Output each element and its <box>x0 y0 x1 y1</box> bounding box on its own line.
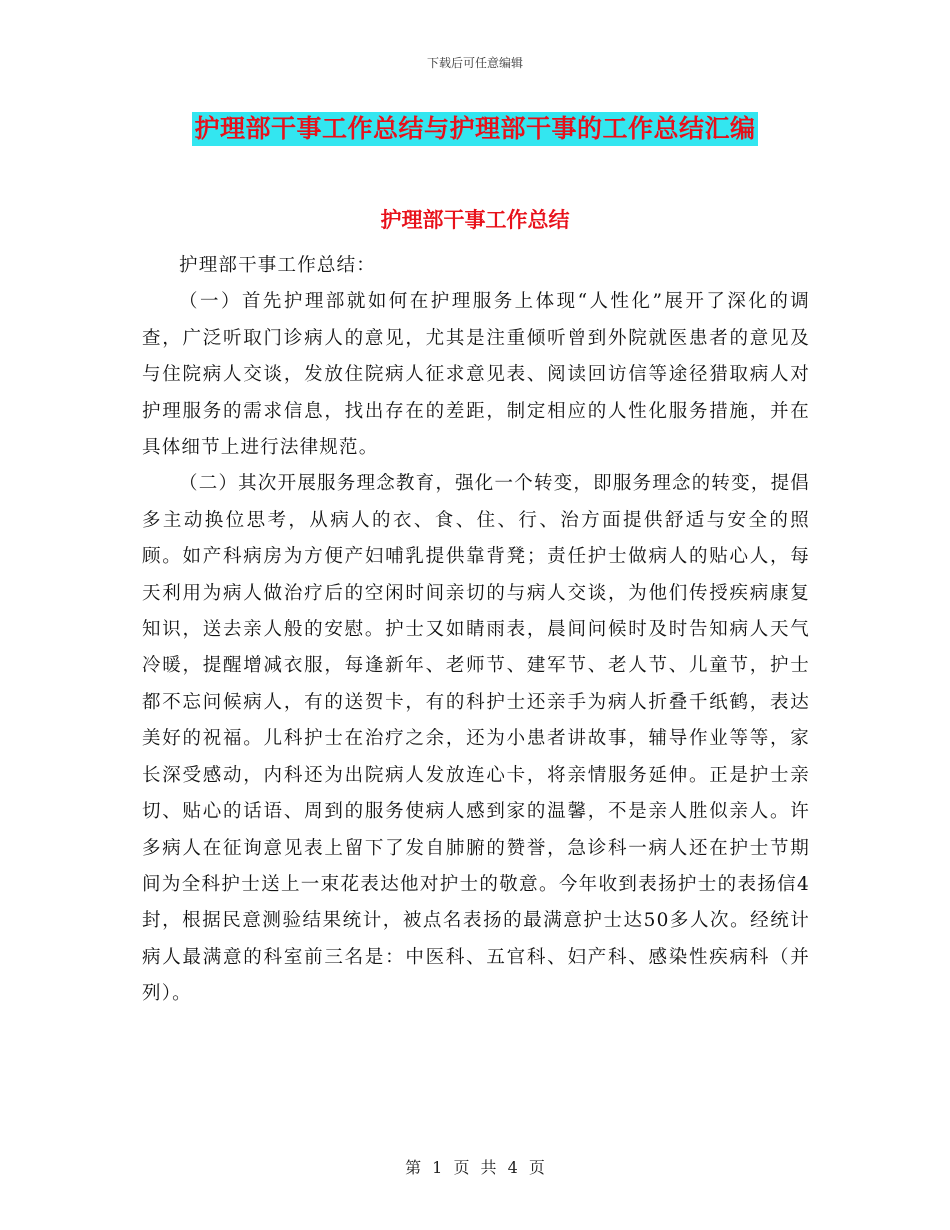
page-footer: 第 1 页 共 4 页 <box>405 1158 545 1177</box>
paragraph-two: （二）其次开展服务理念教育，强化一个转变，即服务理念的转变，提倡多主动换位思考，从病人的衣、食、住、行、治方面提供舒适与安全的照顾。如产科病房为方便产妇哺乳提供靠背凳；责任护士做病人的贴心人，每天利用为病人做治疗后的空闲时间亲切的与病人交谈，为他们传授疾病康复知识，送去亲人般的安慰。护士又如睛雨表，晨间问候时及时告知病人天气冷暖，提醒增减衣服，每逢新年、老师节、建军节、老人节、儿童节，护士都不忘问候病人，有的送贺卡，有的科护士还亲手为病人折叠千纸鹤，表达美好的祝福。儿科护士在治疗之余，还为小患者讲故事，辅导作业等等，家长深受感动，内科还为出院病人发放连心卡，将亲情服务延伸。正是护士亲切、贴心的话语、周到的服务使病人感到家的温馨，不是亲人胜似亲人。许多病人在征询意见表上留下了发自肺腑的赞誉，急诊科一病人还在护士节期间为全科护士送上一束花表达他对护士的敬意。今年收到表扬护士的表扬信4封，根据民意测验结果统计，被点名表扬的最满意护士达50多人次。经统计病人最满意的科室前三名是：中医科、五官科、妇产科、感染性疾病科（并列）。 <box>142 473 810 1005</box>
paragraph-intro: 护理部干事工作总结： <box>179 255 377 276</box>
document-title-container <box>0 112 950 146</box>
document-title: 护理部干事工作总结与护理部干事的工作总结汇编 <box>192 112 757 146</box>
paragraph-one: （一）首先护理部就如何在护理服务上体现“人性化”展开了深化的调查，广泛听取门诊病人的意见，尤其是注重倾听曾到外院就医患者的意见及与住院病人交谈，发放住院病人征求意见表、阅读回访信等途径猎取病人对护理服务的需求信息，找出存在的差距，制定相应的人性化服务措施，并在具体细节上进行法律规范。 <box>142 291 810 459</box>
header-note: 下载后可任意编辑 <box>426 56 523 70</box>
document-body <box>142 248 810 1013</box>
section-title: 护理部干事工作总结 <box>380 207 570 232</box>
